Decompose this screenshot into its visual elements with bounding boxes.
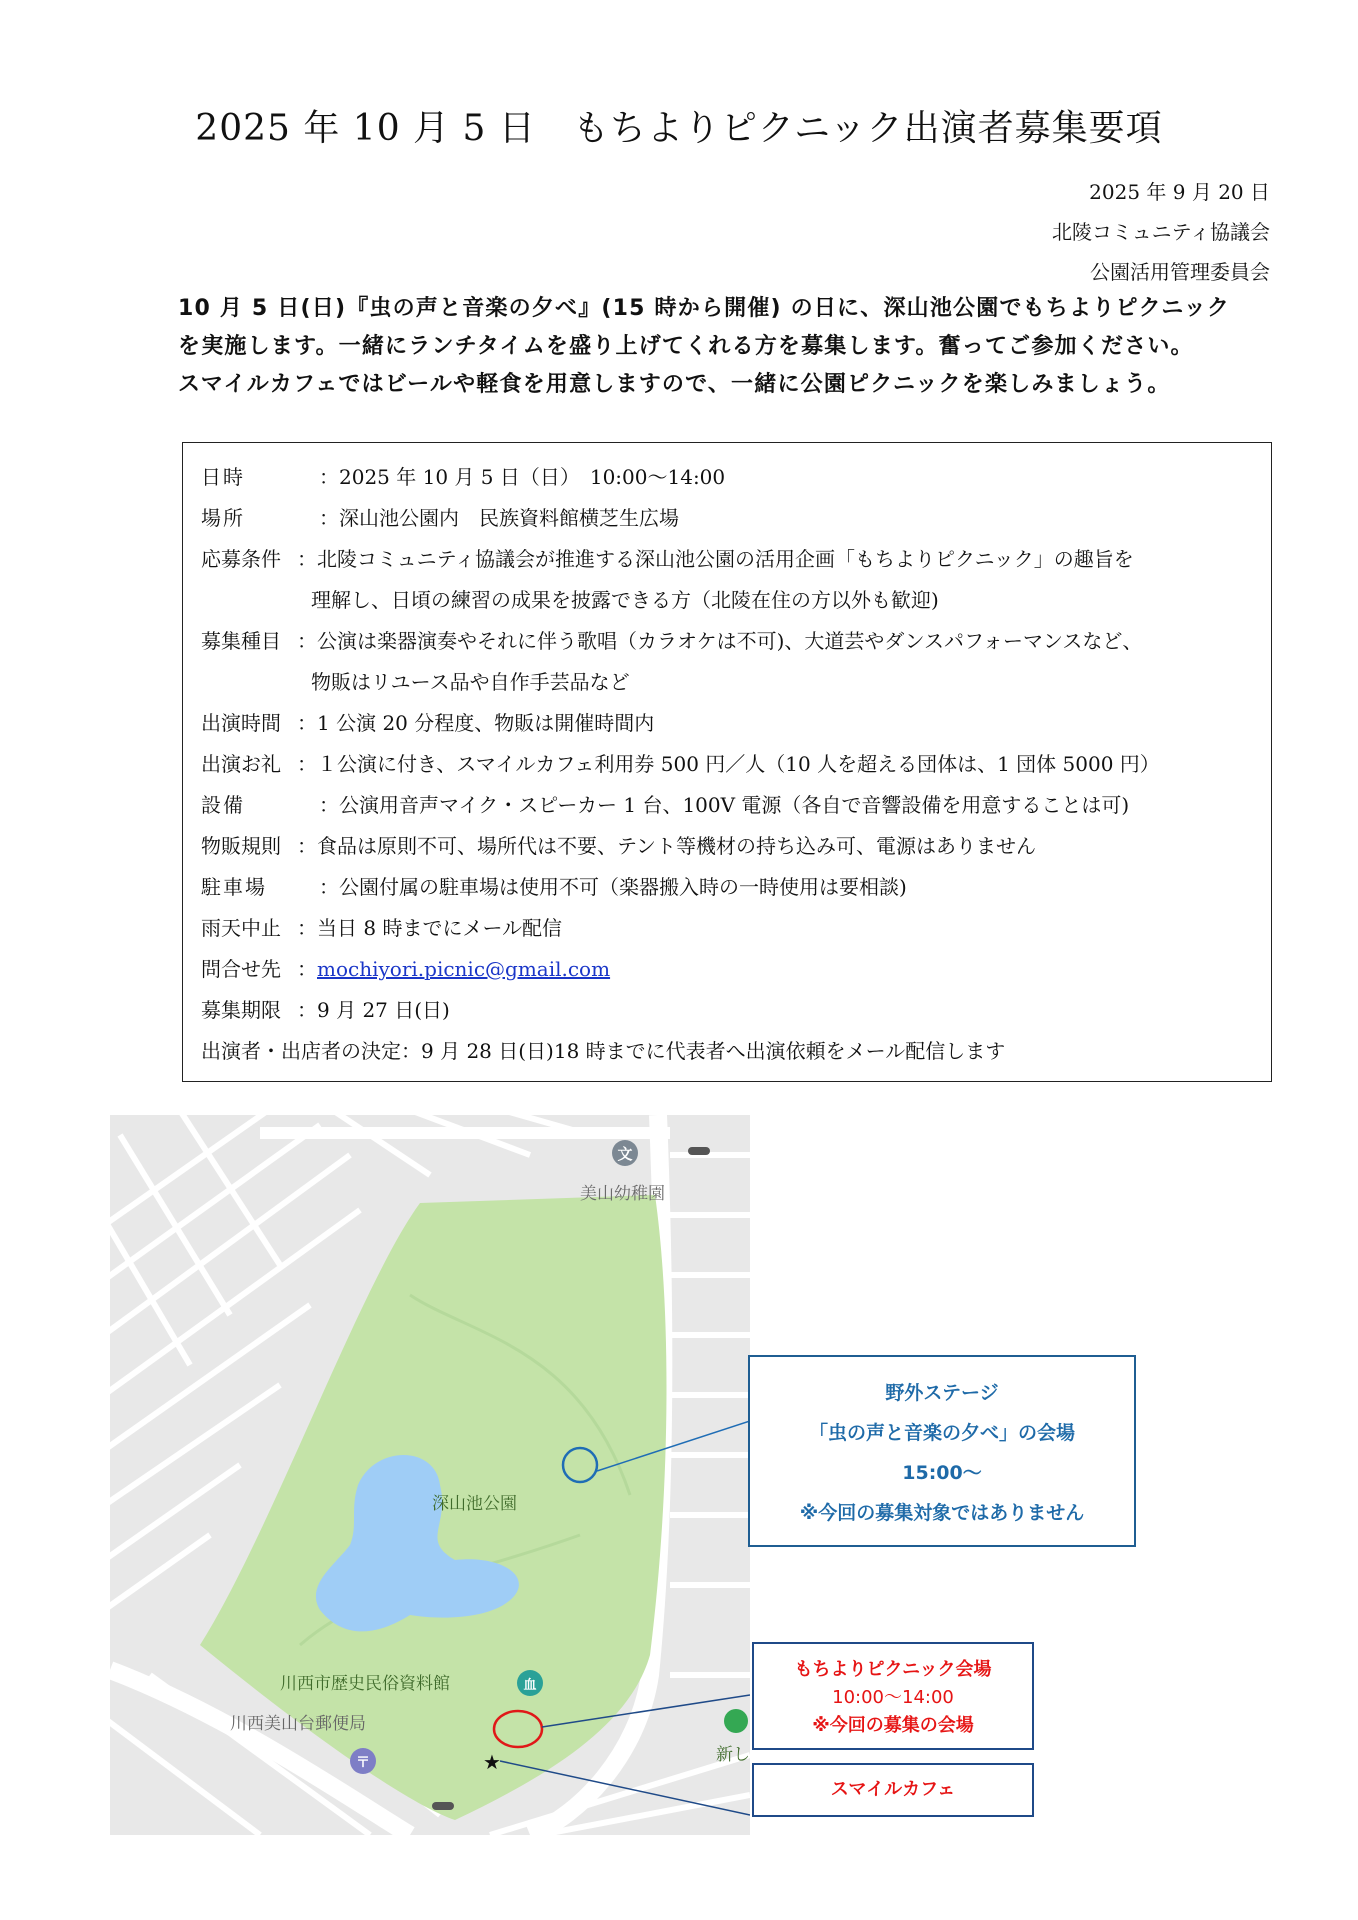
park-label: 深山池公園: [432, 1494, 517, 1514]
issue-date: 2025 年 9 月 20 日: [1089, 180, 1270, 204]
info-row-time: [201, 703, 1253, 744]
info-label: 駐車場: [201, 875, 267, 899]
info-value: ：食品は原則不可、場所代は不要、テント等機材の持ち込み可、電源はありません: [297, 834, 1036, 858]
info-row-contact: [201, 949, 1253, 990]
info-value-line: 理解し、日頃の練習の成果を披露できる方（北陵在住の方以外も歓迎): [311, 588, 939, 612]
info-label: 募集期限: [201, 998, 281, 1022]
park-map: [110, 1115, 750, 1835]
info-value: ：公演用音声マイク・スピーカー 1 台、100V 電源（各自で音響設備を用意することは可): [319, 793, 1130, 817]
star-icon: ★: [483, 1750, 501, 1774]
info-label: 問合せ先: [201, 957, 281, 981]
traffic-light-icon: [688, 1147, 710, 1155]
stage-callout-note: ※今回の募集対象ではありません: [799, 1502, 1085, 1524]
post-office-icon-glyph: 〒: [356, 1755, 370, 1771]
page-title: 2025 年 10 月 5 日 もちよりピクニック出演者募集要項: [195, 108, 1163, 149]
stage-callout-title: 野外ステージ: [885, 1382, 999, 1404]
info-row-sales-rules: [201, 826, 1253, 867]
info-row-equipment: [201, 785, 1253, 826]
stage-callout-time: 15:00～: [902, 1462, 982, 1484]
info-value: [297, 621, 1253, 703]
info-value: ：9 月 27 日(日): [297, 998, 450, 1022]
info-value-line: 物販はリユース品や自作手芸品など: [311, 670, 630, 694]
school-icon-glyph: 文: [617, 1145, 633, 1163]
info-label: 出演時間: [201, 711, 281, 735]
park-poi-icon: [724, 1709, 748, 1733]
info-value: ：１公演に付き、スマイルカフェ利用券 500 円／人（10 人を超える団体は、1 団体 5000 円）: [297, 752, 1160, 776]
info-value-line: ：北陵コミュニティ協議会が推進する深山池公園の活用企画「もちよりピクニック」の趣旨を: [297, 547, 1134, 571]
intro-line: 10 月 5 日(日)『虫の声と音楽の夕べ』(15 時から開催) の日に、深山池公園でもちよりピクニック: [178, 296, 1231, 321]
contact-email-link[interactable]: mochiyori.picnic@gmail.com: [317, 957, 611, 981]
info-label: 日時: [201, 465, 245, 489]
info-box: [182, 442, 1272, 1082]
picnic-callout-title: もちよりピクニック会場: [794, 1659, 992, 1680]
info-label: 場所: [201, 506, 245, 530]
info-value-line: ：公演は楽器演奏やそれに伴う歌唱（カラオケは不可)、大道芸やダンスパフォーマンスなど、: [297, 629, 1143, 653]
info-value: ：1 公演 20 分程度、物販は開催時間内: [297, 711, 655, 735]
info-row-decision: [201, 1031, 1253, 1072]
info-label: 物販規則: [201, 834, 281, 858]
info-label: 設備: [201, 793, 245, 817]
intro-paragraph: [178, 290, 1278, 404]
info-label: 出演者・出店者の決定: [201, 1039, 401, 1063]
info-label: 出演お礼: [201, 752, 281, 776]
museum-icon-glyph: 血: [523, 1678, 537, 1693]
committee-name: 公園活用管理委員会: [1090, 260, 1270, 284]
info-row-conditions: [201, 539, 1253, 621]
info-row-parking: [201, 867, 1253, 908]
info-label: 雨天中止: [201, 916, 281, 940]
museum-label: 川西市歴史民俗資料館: [280, 1674, 450, 1694]
info-row-deadline: [201, 990, 1253, 1031]
kindergarten-label: 美山幼稚園: [580, 1184, 665, 1204]
stage-callout-event: 「虫の声と音楽の夕べ」の会場: [808, 1422, 1075, 1444]
picnic-callout-time: 10:00～14:00: [832, 1687, 954, 1708]
post-office-label: 川西美山台郵便局: [230, 1714, 366, 1734]
intro-line: を実施します。一緒にランチタイムを盛り上げてくれる方を募集します。奮ってご参加ください。: [178, 334, 1194, 359]
picnic-callout: [752, 1642, 1034, 1750]
info-row-types: [201, 621, 1253, 703]
picnic-callout-note: ※今回の募集の会場: [812, 1715, 974, 1736]
info-value: ：当日 8 時までにメール配信: [297, 916, 563, 940]
info-label: 募集種目: [201, 629, 281, 653]
intro-line: スマイルカフェではビールや軽食を用意しますので、一緒に公園ピクニックを楽しみましょう。: [178, 372, 1171, 397]
cafe-callout: [752, 1763, 1034, 1817]
traffic-light-icon: [432, 1802, 454, 1810]
partial-place-label: 新し: [716, 1745, 750, 1765]
info-row-place: [201, 498, 1253, 539]
stage-callout: [748, 1355, 1136, 1547]
info-value: ：深山池公園内 民族資料館横芝生広場: [319, 506, 679, 530]
info-value: ：9 月 28 日(日)18 時までに代表者へ出演依頼をメール配信します: [401, 1039, 1006, 1063]
info-value: [297, 949, 1253, 990]
info-row-reward: [201, 744, 1253, 785]
info-row-datetime: [201, 457, 1253, 498]
organization-name: 北陵コミュニティ協議会: [1052, 220, 1270, 244]
info-value: [297, 539, 1253, 621]
separator: ：: [297, 957, 317, 981]
info-row-rain: [201, 908, 1253, 949]
info-value: ：2025 年 10 月 5 日（日） 10:00～14:00: [319, 465, 726, 489]
cafe-callout-label: スマイルカフェ: [830, 1779, 956, 1800]
info-label: 応募条件: [201, 547, 281, 571]
info-value: ：公園付属の駐車場は使用不可（楽器搬入時の一時使用は要相談): [319, 875, 907, 899]
